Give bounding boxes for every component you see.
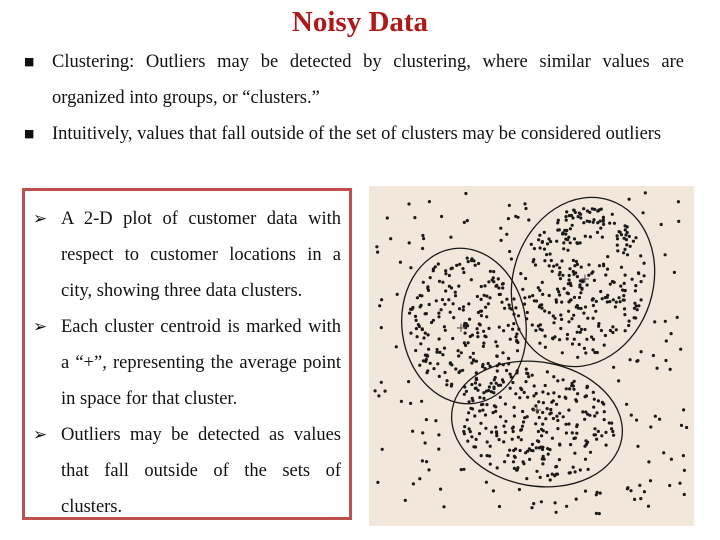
box-item-centroid [33,309,341,417]
centroid-plus-icon: + [579,272,591,287]
box-item-text: Outliers may be detected as values that fall outside of the sets of clusters. [61,425,341,517]
bullet-clustering [22,44,684,116]
box-item-outliers [33,417,341,525]
square-bullet-icon: ■ [24,55,35,68]
cluster-scatter-svg [369,186,694,526]
centroid-plus-icon: + [455,321,467,336]
arrow-bullet-icon: ➢ [33,425,48,445]
box-item-text: A 2-D plot of customer data with respect to customer locations in a city, showing three data clusters. [61,209,341,301]
centroid-plus-icon: + [531,403,543,418]
bullet-list [22,44,684,152]
box-item-text: Each cluster centroid is marked with a “+”, representing the average point in space for that cluster. [61,317,341,409]
cluster-points-lower [462,368,615,482]
outlier-points [374,191,689,515]
slide-title: Noisy Data [291,6,429,38]
bullet-text: Intuitively, values that fall outside of the set of clusters may be considered outliers [52,124,662,144]
box-item-plot [33,201,341,309]
cluster-plot [369,186,694,526]
arrow-bullet-icon: ➢ [33,317,48,337]
square-bullet-icon: ■ [24,127,35,140]
arrow-bullet-icon: ➢ [33,209,48,229]
explanation-box [22,188,352,520]
bullet-text: Clustering: Outliers may be detected by clustering, where similar values are organized into groups, or “clusters.” [52,52,684,108]
bullet-intuitively [22,116,684,152]
